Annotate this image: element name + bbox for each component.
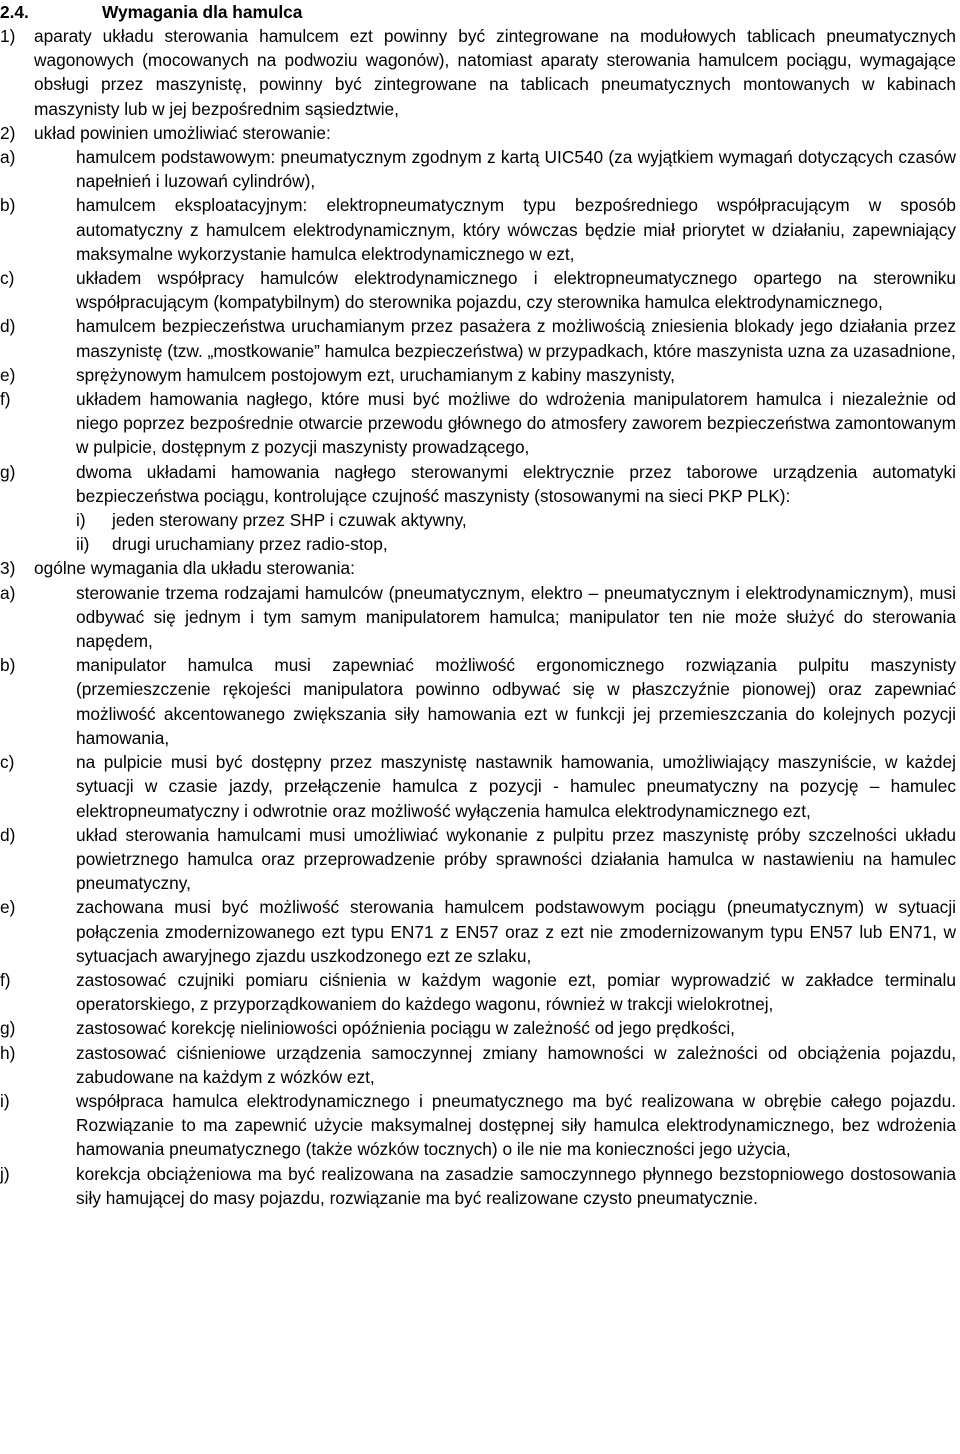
roman-numeral: ii) [76, 534, 90, 555]
list-item [0, 24, 956, 121]
sub-item-letter: d) [0, 824, 16, 845]
section-title: Wymagania dla hamulca [102, 2, 303, 22]
sub-item-text: układem hamowania nagłego, które musi być możliwe do wdrożenia manipulatorem hamulca i niezależnie od niego poprzez bezpośrednie otwarcie przewodu głównego do atmosfery zaworem bezpieczeństwa zamontowanym w pulpicie, dostępnym z pozycji maszynisty prowadzącego, [76, 389, 956, 458]
sub-item-text: hamulcem podstawowym: pneumatycznym zgodnym z kartą UIC540 (za wyjątkiem wymagań dotyczących czasów napełnień i luzowań cylindrów), [76, 147, 956, 192]
sub-item-text: zastosować ciśnieniowe urządzenia samoczynnej zmiany hamowności w zależności od obciążenia pojazdu, zabudowane na każdym z wózków ezt, [76, 1042, 956, 1087]
sub-list-item [0, 193, 956, 266]
sub-item-letter: f) [0, 389, 11, 410]
item-text: układ powinien umożliwiać sterowanie: [34, 122, 331, 143]
sub-list-item [0, 1041, 956, 1089]
sub-item-letter: a) [0, 582, 16, 603]
sub-item-letter: c) [0, 752, 15, 773]
item-text: ogólne wymagania dla układu sterowania: [34, 558, 355, 579]
sub-list-item [0, 266, 956, 314]
sub-list-item [0, 387, 956, 460]
item-text: aparaty układu sterowania hamulcem ezt powinny być zintegrowane na modułowych tablicach pneumatycznych wagonowych (mocowanych na podwoziu wagonów), natomiast aparaty sterowania hamulcem pociągu, wymagające obsługi przez maszynistę, powinny być zintegrowane na tablicach pneumatycznych montowanych w kabinach maszynisty lub w jej bezpośrednim sąsiedztwie, [34, 26, 956, 119]
sub-list-item [0, 895, 956, 968]
section-heading [0, 0, 956, 24]
sub-item-text: układ sterowania hamulcami musi umożliwiać wykonanie z pulpitu przez maszynistę próby szczelności układu powietrznego hamulca oraz przeprowadzenie próby sprawności działania hamulca w nastawieniu na hamulec pneumatyczny, [76, 824, 956, 894]
sub-item-text: hamulcem bezpieczeństwa uruchamianym przez pasażera z możliwością zniesienia blokady jego działania przez maszynistę (tzw. „mostkowanie” hamulca bezpieczeństwa) w przypadkach, które maszynista uzna za uzasadnione, [76, 316, 956, 361]
sub-list-item [0, 750, 956, 823]
requirements-list [0, 24, 956, 1210]
sub-item-letter: i) [0, 1090, 10, 1111]
sub-item-letter: e) [0, 897, 16, 918]
sub-item-text: zachowana musi być możliwość sterowania hamulcem podstawowym pociągu (pneumatycznym) w sytuacji połączenia zmodernizowanego ezt typu EN71 z EN57 oraz z ezt nie zmodernizowanym typu EN57 lub EN71, w sytuacjach awaryjnego zjazdu uszkodzonego ezt ze szlaku, [76, 897, 956, 966]
item-number: 2) [0, 122, 16, 143]
sub-list-item [0, 1016, 956, 1040]
sub-item-letter: f) [0, 969, 11, 990]
roman-numeral: i) [76, 510, 86, 531]
sub-item-text: dwoma układami hamowania nagłego sterowanymi elektrycznie przez taborowe urządzenia automatyki bezpieczeństwa pociągu, kontrolujące czujność maszynisty (stosowanymi na sieci PKP PLK): [76, 461, 956, 506]
item-number: 1) [0, 26, 16, 46]
sub-item-letter: b) [0, 655, 16, 676]
sub-list-item [0, 363, 956, 387]
sub-list-item [0, 653, 956, 750]
sub-item-letter: h) [0, 1042, 16, 1063]
sub-item-letter: d) [0, 316, 16, 337]
sub-item-text: hamulcem eksploatacyjnym: elektropneumatycznym typu bezpośredniego współpracującym w sposób automatyczny z hamulcem elektrodynamicznym, który wówczas będzie miał priorytet w działaniu, zapewniający maksymalne wykorzystanie hamulca elektrodynamicznego w ezt, [76, 195, 956, 264]
sub-item-text: sprężynowym hamulcem postojowym ezt, uruchamianym z kabiny maszynisty, [76, 364, 675, 385]
sub-list-item [0, 145, 956, 193]
list-item [0, 556, 956, 580]
section-number: 2.4. [0, 2, 29, 22]
sub-list-item [0, 460, 956, 508]
sub-item-text: układem współpracy hamulców elektrodynamicznego i elektropneumatycznego opartego na sterowniku współpracującym (kompatybilnym) do sterownika pojazdu, czy sterownika hamulca elektrodynamicznego, [76, 268, 956, 313]
sub-item-letter: b) [0, 195, 16, 216]
roman-list-item [0, 532, 956, 556]
sub-list-item [0, 1162, 956, 1210]
sub-item-letter: a) [0, 147, 16, 168]
sub-list-item [0, 314, 956, 362]
sub-item-text: korekcja obciążeniowa ma być realizowana na zasadzie samoczynnego płynnego bezstopniowego dostosowania siły hamującej do masy pojazdu, rozwiązanie ma być realizowane czysto pneumatycznie. [76, 1163, 956, 1208]
sub-list-item [0, 823, 956, 896]
sub-item-letter: g) [0, 461, 16, 482]
sub-list-item [0, 1089, 956, 1162]
sub-item-text: manipulator hamulca musi zapewniać możliwość ergonomicznego rozwiązania pulpitu maszynisty (przemieszczenie rękojeści manipulatora powinno odbywać się w płaszczyźnie pionowej) oraz zapewniać możliwość akcentowanego zwiększania siły hamowania ezt w funkcji jej przemieszczania do kolejnych pozycji hamowania, [76, 655, 956, 748]
roman-list-item [0, 508, 956, 532]
sub-list-item [0, 581, 956, 654]
sub-item-letter: g) [0, 1018, 16, 1039]
roman-item-text: jeden sterowany przez SHP i czuwak aktywny, [112, 510, 467, 531]
sub-item-letter: e) [0, 364, 16, 385]
sub-item-letter: j) [0, 1163, 10, 1184]
sub-item-letter: c) [0, 268, 15, 289]
sub-item-text: zastosować czujniki pomiaru ciśnienia w każdym wagonie ezt, pomiar wyprowadzić w zakładce terminalu operatorskiego, z przyporządkowaniem do każdego wagonu, również w trakcji wielokrotnej, [76, 969, 956, 1015]
sub-item-text: zastosować korekcję nieliniowości opóźnienia pociągu w zależność od jego prędkości, [76, 1018, 735, 1039]
sub-item-text: sterowanie trzema rodzajami hamulców (pneumatycznym, elektro – pneumatycznym i elektrodynamicznym), musi odbywać się jednym i tym samym manipulatorem hamulca; manipulator ten nie może służyć do sterowania napędem, [76, 582, 956, 652]
sub-item-text: na pulpicie musi być dostępny przez maszynistę nastawnik hamowania, umożliwiający maszyniście, w każdej sytuacji w czasie jazdy, przełączenie hamulca z pozycji - hamulec pneumatyczny na pozycję – hamulec elektropneumatyczny i odwrotnie oraz możliwość wyłączenia hamulca elektrodynamicznego ezt, [76, 752, 956, 821]
item-number: 3) [0, 558, 16, 579]
sub-list-item [0, 968, 956, 1016]
roman-item-text: drugi uruchamiany przez radio-stop, [112, 534, 388, 555]
list-item [0, 121, 956, 145]
sub-item-text: współpraca hamulca elektrodynamicznego i pneumatycznego ma być realizowana w obrębie całego pojazdu. Rozwiązanie to ma zapewnić użycie maksymalnej dostępnej siły hamulca elektrodynamicznego, bez wdrożenia hamowania pneumatycznego (także wózków tocznych) o ile nie ma konieczności jego użycia, [76, 1090, 956, 1160]
